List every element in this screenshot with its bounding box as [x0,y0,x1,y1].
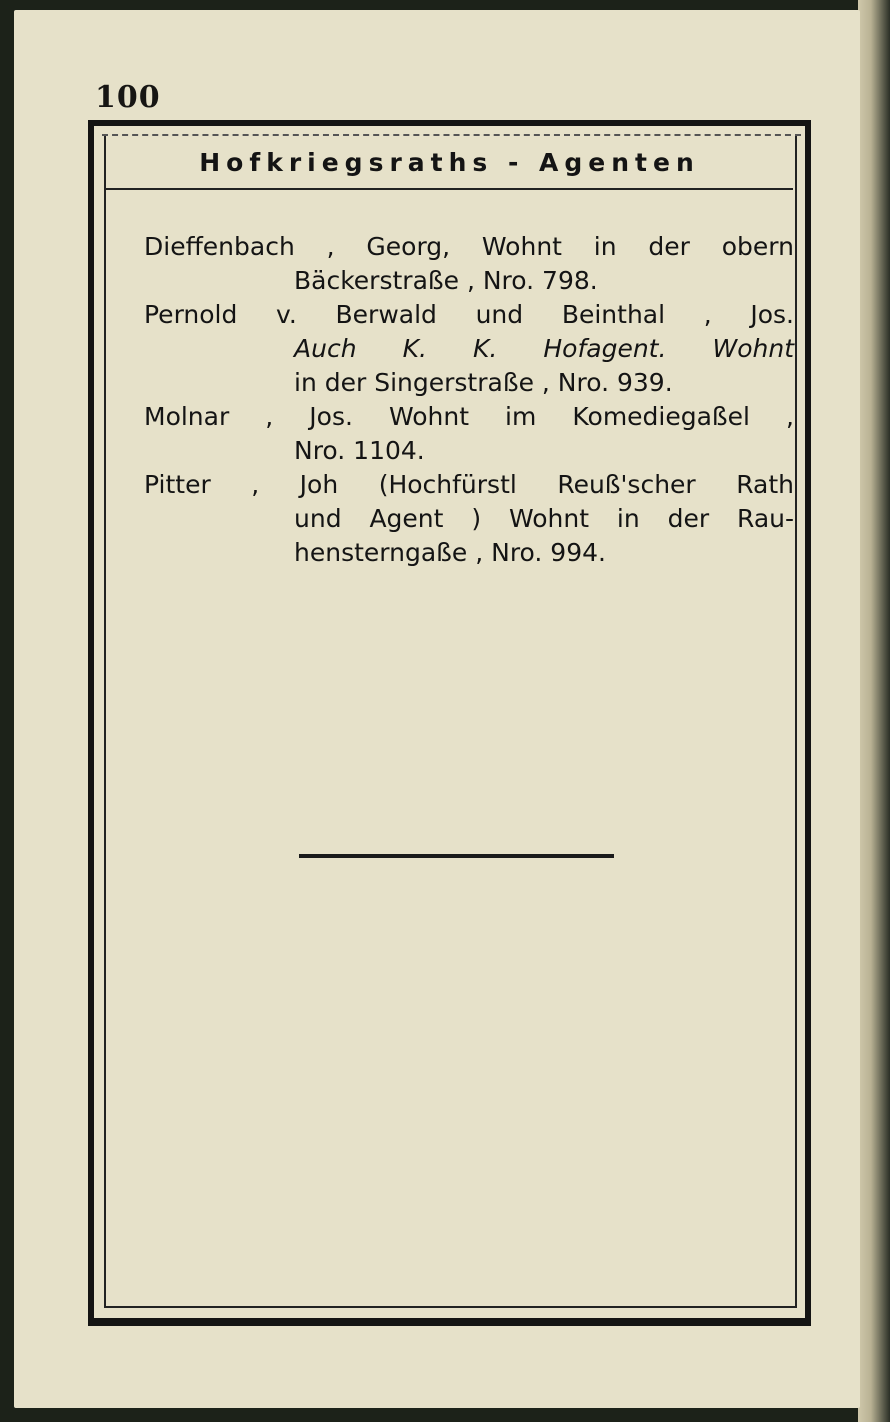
entries-list [144,230,794,570]
entry-line: Pitter , Joh (Hochfürstl Reuß'scher Rath [144,470,794,499]
page-frame [88,120,811,1326]
entry-line: Auch K. K. Hofagent. Wohnt [294,334,794,363]
entry-line: Pernold v. Berwald und Beinthal , Jos. [144,300,794,329]
entry-pernold [144,298,794,400]
entry-line: Dieffenbach , Georg, Wohnt in der obern [144,232,794,261]
entry-line: Bäckerstraße , Nro. 798. [294,266,598,295]
page-edge [858,0,890,1422]
entry-line: Nro. 1104. [294,436,425,465]
entry-line: hensterngaße , Nro. 994. [294,538,606,567]
entry-line: in der Singerstraße , Nro. 939. [294,368,673,397]
entry-line: und Agent ) Wohnt in der Rau- [294,504,794,533]
header-rule-bottom [104,188,793,190]
header-rule-top [102,134,801,136]
section-title: Hofkriegsraths - Agenten [199,148,700,177]
entry-dieffenbach [144,230,794,298]
section-end-rule [299,854,614,858]
entry-pitter [144,468,794,570]
entry-line: Molnar , Jos. Wohnt im Komediegaßel , [144,402,794,431]
entry-molnar [144,400,794,468]
page-number: 100 [95,80,161,115]
